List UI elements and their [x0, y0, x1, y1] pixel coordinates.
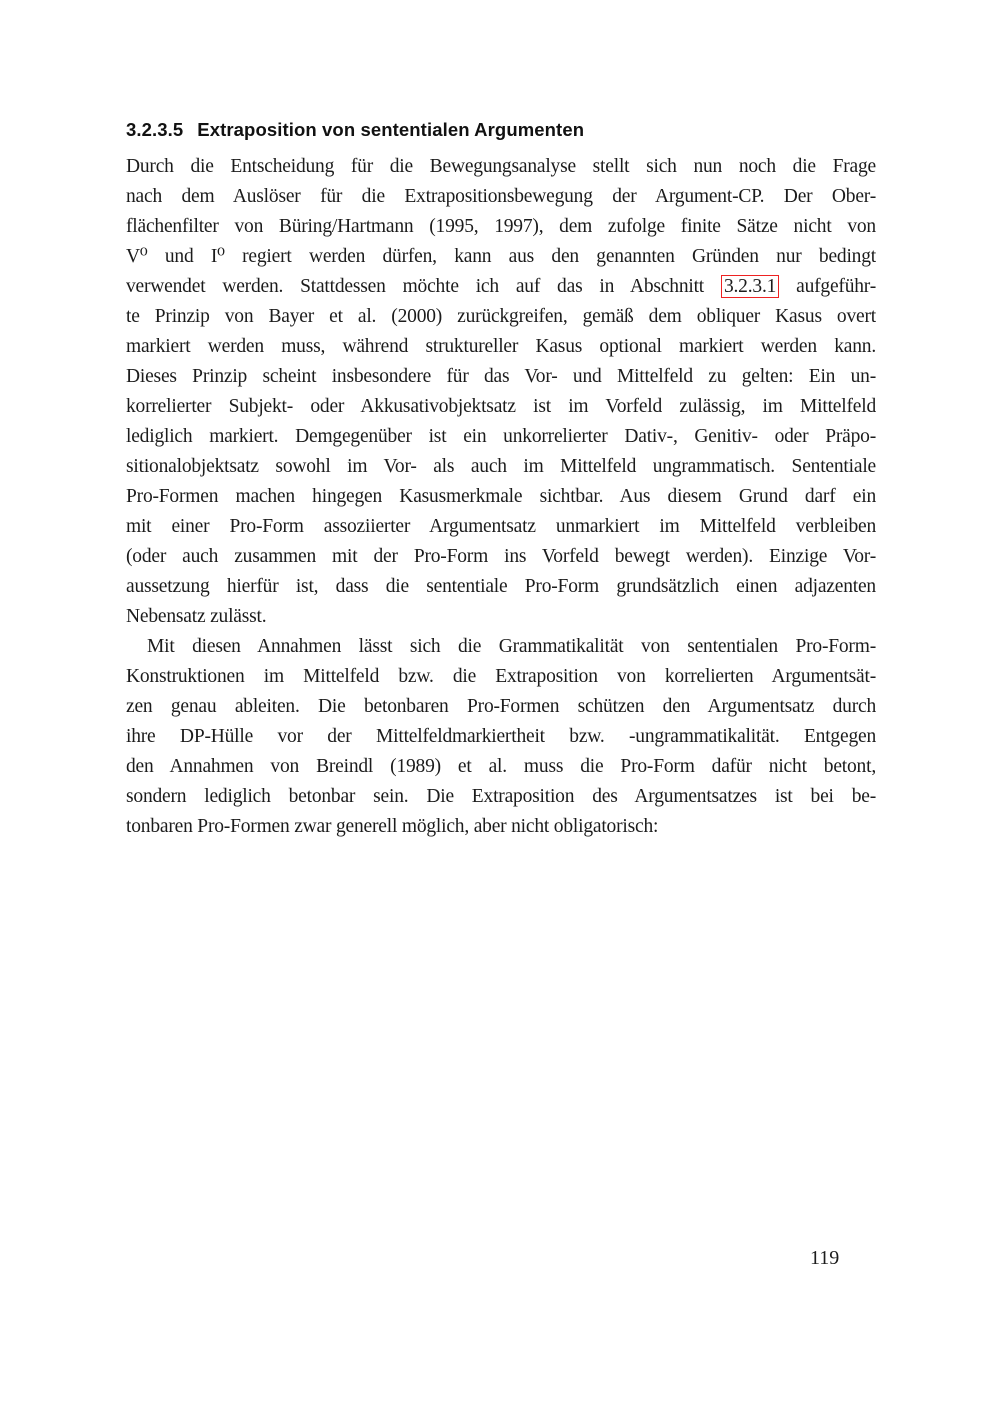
text-line: Konstruktionen im Mittelfeld bzw. die Extraposition von korrelierten Argumentsät- — [126, 666, 876, 687]
link-line-before: verwendet werden. Stattdessen möchte ich auf das in Abschnitt — [126, 276, 721, 297]
text-block — [126, 115, 876, 842]
text-line: tonbaren Pro-Formen zwar generell möglich, aber nicht obligatorisch: — [126, 816, 659, 837]
text-line: markiert werden muss, während struktureller Kasus optional markiert werden kann. — [126, 336, 876, 357]
text-line: Mit diesen Annahmen lässt sich die Grammatikalität von sententialen Pro-Form- — [147, 636, 876, 657]
text-line: te Prinzip von Bayer et al. (2000) zurückgreifen, gemäß dem obliquer Kasus overt — [126, 306, 876, 327]
link-line-after: aufgeführ- — [779, 276, 876, 297]
text-line: lediglich markiert. Demgegenüber ist ein unkorrelierter Dativ-, Genitiv- oder Präpo- — [126, 426, 876, 447]
text-line: sitionalobjektsatz sowohl im Vor- als auch im Mittelfeld ungrammatisch. Sententiale — [126, 456, 876, 477]
paragraph-1 — [126, 152, 876, 632]
text-line: mit einer Pro-Form assoziierter Argumentsatz unmarkiert im Mittelfeld verbleiben — [126, 516, 876, 537]
text-line: (oder auch zusammen mit der Pro-Form ins Vorfeld bewegt werden). Einzige Vor- — [126, 546, 876, 567]
section-number: 3.2.3.5 — [126, 119, 184, 140]
paragraph-2 — [126, 632, 876, 842]
text-line: zen genau ableiten. Die betonbaren Pro-Formen schützen den Argumentsatz durch — [126, 696, 876, 717]
text-line: Dieses Prinzip scheint insbesondere für das Vor- und Mittelfeld zu gelten: Ein un- — [126, 366, 876, 387]
text-line: ihre DP-Hülle vor der Mittelfeldmarkiertheit bzw. -ungrammatikalität. Entgegen — [126, 726, 876, 747]
text-line: sondern lediglich betonbar sein. Die Extraposition des Argumentsatzes ist bei be- — [126, 786, 876, 807]
text-line: korrelierter Subjekt- oder Akkusativobjektsatz ist im Vorfeld zulässig, im Mittelfeld — [126, 396, 876, 417]
text-line-with-link — [126, 272, 876, 302]
section-title: Extraposition von sententialen Argumenten — [197, 119, 585, 140]
text-line: Durch die Entscheidung für die Bewegungsanalyse stellt sich nun noch die Frage — [126, 156, 876, 177]
text-line: Pro-Formen machen hingegen Kasusmerkmale sichtbar. Aus diesem Grund darf ein — [126, 486, 876, 507]
text-line: V⁰ und I⁰ regiert werden dürfen, kann aus den genannten Gründen nur bedingt — [126, 246, 876, 267]
section-ref-link[interactable]: 3.2.3.1 — [721, 275, 779, 298]
page-number: 119 — [810, 1247, 840, 1269]
text-line: den Annahmen von Breindl (1989) et al. muss die Pro-Form dafür nicht betont, — [126, 756, 876, 777]
text-line: nach dem Auslöser für die Extrapositionsbewegung der Argument-CP. Der Ober- — [126, 186, 876, 207]
text-line: Nebensatz zulässt. — [126, 606, 267, 627]
text-line: aussetzung hierfür ist, dass die sententiale Pro-Form grundsätzlich einen adjazenten — [126, 576, 876, 597]
section-heading — [126, 115, 876, 145]
text-line: flächenfilter von Büring/Hartmann (1995, 1997), dem zufolge finite Sätze nicht von — [126, 216, 876, 237]
